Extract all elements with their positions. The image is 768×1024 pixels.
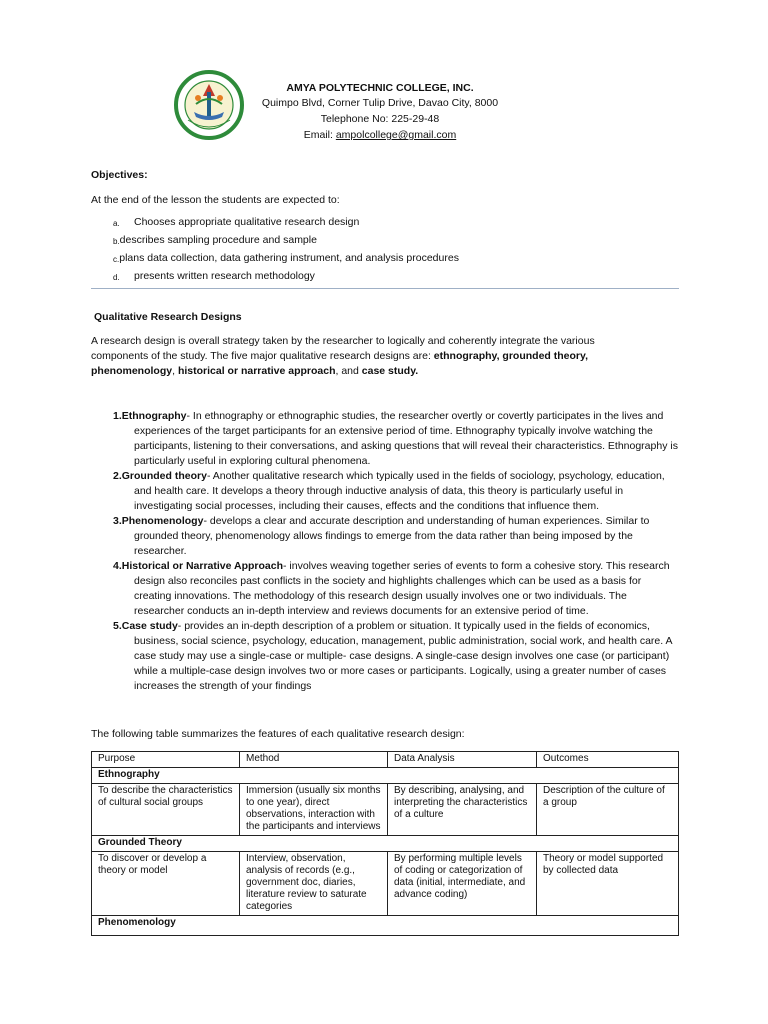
design-text: - Another qualitative research which typically used in the fields of sociology, psychology, education, and health care. It develops a theory through inductive analysis of data, this theory is particularly useful in investigating social processes, including their causes, effects and the conditions that influence them. (134, 470, 665, 512)
college-telephone: Telephone No: 225-29-48 (320, 113, 440, 125)
objective-item (113, 250, 459, 268)
college-name: AMYA POLYTECHNIC COLLEGE, INC. (286, 82, 474, 94)
intro-text: , and (335, 365, 362, 377)
college-address: Quimpo Blvd, Corner Tulip Drive, Davao City, 8000 (261, 97, 499, 109)
objective-item (113, 268, 459, 286)
college-email (230, 127, 530, 143)
features-table (91, 751, 679, 936)
designs-list (113, 409, 678, 694)
section-row-phenomenology (92, 916, 679, 936)
email-label: Email: (303, 129, 336, 141)
design-title: 4.Historical or Narrative Approach (113, 560, 283, 572)
cell-data-analysis: By performing multiple levels of coding or categorization of data (initial, intermediate, and advance coding) (388, 852, 537, 916)
design-title: 2.Grounded theory (113, 470, 207, 482)
design-text: - provides an in-depth description of a problem or situation. It typically used in the fields of economics, business, social science, psychology, education, management, public administration, social work, and health care. A case study may use a single-case or multiple- case designs. A single-case design involves one case (or participant) while a multiple-case design involves two or more cases or participants. Logically, using a greater number of cases increases the strength of your findings (134, 620, 672, 692)
section-row-ethnography (92, 768, 679, 784)
cell-method: Immersion (usually six months to one year), direct observations, interaction with the participants and interviews (240, 784, 388, 836)
cell-outcomes: Theory or model supported by collected data (537, 852, 679, 916)
objective-marker: d. (113, 273, 120, 282)
objective-text: describes sampling procedure and sample (119, 234, 317, 246)
objectives-heading: Objectives: (91, 169, 148, 181)
objectives-list (113, 214, 459, 286)
design-item-case-study (113, 619, 678, 694)
email-link[interactable]: ampolcollege@gmail.com (335, 129, 457, 141)
design-item-historical (113, 559, 678, 619)
header-method: Method (240, 752, 388, 768)
cell-outcomes: Description of the culture of a group (537, 784, 679, 836)
objective-text: presents written research methodology (134, 270, 315, 282)
design-item-ethnography (113, 409, 678, 469)
objective-marker: c. (113, 255, 120, 264)
cell-purpose: To describe the characteristics of cultural social groups (92, 784, 240, 836)
qrd-intro (91, 334, 651, 379)
intro-text: , (172, 365, 178, 377)
table-row (92, 784, 679, 836)
qrd-heading: Qualitative Research Designs (94, 311, 242, 323)
intro-bold: case study. (361, 365, 419, 377)
section-title: Phenomenology (92, 916, 679, 936)
section-title: Ethnography (92, 768, 679, 784)
objective-item (113, 232, 459, 250)
objective-marker: a. (113, 219, 120, 228)
intro-text: A research design is overall strategy taken by the researcher to logically and coherently integrate the various components of the study. The five major qualitative research designs are: (91, 335, 595, 362)
intro-bold: historical or narrative approach (177, 365, 336, 377)
cell-data-analysis: By describing, analysing, and interpreting the characteristics of a culture (388, 784, 537, 836)
objective-item (113, 214, 459, 232)
design-item-grounded-theory (113, 469, 678, 514)
header-data-analysis: Data Analysis (388, 752, 537, 768)
objective-text: Chooses appropriate qualitative research design (134, 216, 360, 228)
objective-marker: b. (113, 237, 120, 246)
table-caption: The following table summarizes the features of each qualitative research design: (91, 728, 465, 740)
design-item-phenomenology (113, 514, 678, 559)
objective-text: plans data collection, data gathering instrument, and analysis procedures (119, 252, 459, 264)
cell-method: Interview, observation, analysis of records (e.g., government doc, diaries, literature review to saturate categories (240, 852, 388, 916)
cell-purpose: To discover or develop a theory or model (92, 852, 240, 916)
design-title: 3.Phenomenology (113, 515, 204, 527)
design-title: 1.Ethnography (113, 410, 187, 422)
header-purpose: Purpose (92, 752, 240, 768)
header-outcomes: Outcomes (537, 752, 679, 768)
section-divider (91, 288, 679, 289)
design-text: - involves weaving together series of events to form a cohesive story. This research design also reconciles past conflicts in the society and highlights challenges which can be used as a basis for creating innovations. The methodology of this research design usually involves one or two individuals. The researcher conducts an in-depth interview and reviews documents for an extensive period of time. (134, 560, 670, 617)
table-header-row (92, 752, 679, 768)
design-text: - develops a clear and accurate description and understanding of human experiences. Similar to grounded theory, phenomenology allows findings to emerge from the data rather than being imposed by the researcher. (134, 515, 650, 557)
design-text: - In ethnography or ethnographic studies, the researcher overtly or covertly participates in the lives and experiences of the target participants for an extensive period of time. Ethnography typically involve watching the participants, listening to their conversations, and asking questions that will reveal their characteristics. Ethnography is particularly useful in exploring cultural phenomena. (134, 410, 678, 467)
intro-bold: ethnography, grounded theory, phenomenology (91, 350, 588, 377)
objectives-intro: At the end of the lesson the students are expected to: (91, 194, 340, 206)
design-title: 5.Case study (113, 620, 178, 632)
section-title: Grounded Theory (92, 836, 679, 852)
section-row-grounded-theory (92, 836, 679, 852)
table-row (92, 852, 679, 916)
